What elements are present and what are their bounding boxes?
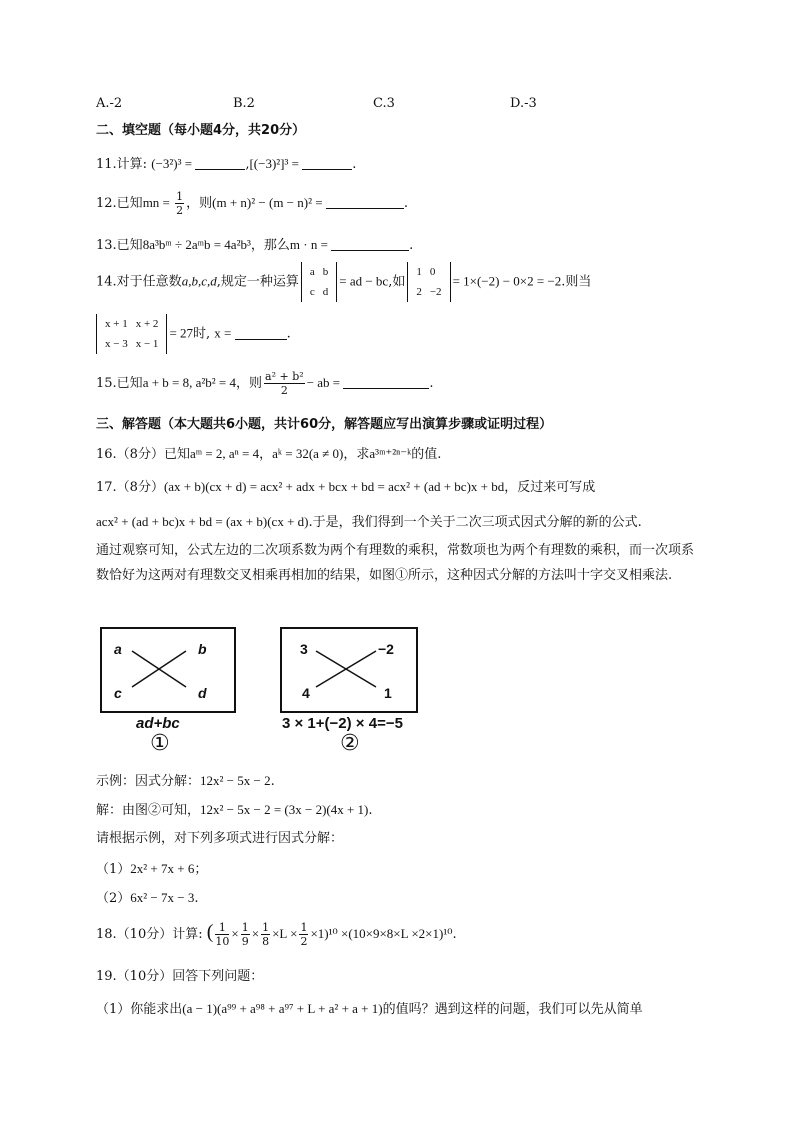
q16-expr: aᵐ = 2, aⁿ = 4 <box>189 446 260 461</box>
question-14-line2 <box>94 314 291 354</box>
option-c: C.3 <box>373 96 395 111</box>
fig1-bottom-right: d <box>198 685 207 701</box>
fig2-top-left: 3 <box>300 641 308 657</box>
q13-prefix: 13.已知 <box>96 238 143 253</box>
q14-determinant-example <box>407 262 450 302</box>
det2-c: 2 <box>416 286 422 298</box>
q13-end: . <box>409 238 414 253</box>
det1-d: d <box>322 286 329 298</box>
q16-mid: ，求 <box>343 447 370 462</box>
q14-text1: ,规定一种运算 <box>216 274 299 290</box>
q13-blank <box>331 236 409 251</box>
fig1-number: ① <box>150 731 170 756</box>
det1-c: c <box>309 286 315 298</box>
question-14 <box>96 262 591 302</box>
q14-eq3: = 27 <box>169 325 194 341</box>
q11-expr1: (−3²)³ = <box>151 156 196 171</box>
q18-end: . <box>452 927 457 942</box>
q14-vars: a,b,c,d <box>181 273 217 289</box>
fig1-bottom-left: c <box>114 685 122 701</box>
det2-a: 1 <box>416 266 422 278</box>
part2-expr: 6x² − 7x − 3 <box>130 890 195 905</box>
q12-expr-b: (m + n)² − (m − n)² = <box>212 195 326 210</box>
q18-frac-1 <box>215 921 229 948</box>
q14-end: . <box>286 326 291 342</box>
fig1-caption: ad+bc <box>136 715 180 732</box>
question-12 <box>96 190 408 217</box>
q16-expr3: a³ᵐ⁺²ⁿ⁻ᵏ <box>369 446 412 461</box>
example-label: 示例：因式分解： <box>96 774 201 789</box>
q14-text4: 时, <box>193 326 215 342</box>
q12-frac-den: 2 <box>176 204 184 217</box>
q17-example <box>96 773 275 790</box>
q17-prefix: 17.（8分） <box>96 480 164 495</box>
q18-f2-num: 1 <box>241 921 249 934</box>
example-end: . <box>270 774 275 789</box>
det1-b: b <box>322 266 329 278</box>
fig2-caption: 3 × 1+(−2) × 4=−5 <box>282 715 403 732</box>
q15-mid: ，则 <box>236 376 263 391</box>
q18-f4-num: 1 <box>300 921 308 934</box>
det3-c: x − 3 <box>105 338 128 350</box>
q17-expr2: acx² + (ad + bc)x + bd = (ax + b)(cx + d) <box>96 514 309 529</box>
q16-end: 的值. <box>411 447 442 462</box>
q17-text1: ，反过来可写成 <box>504 480 596 495</box>
q14-xvar: x = <box>214 325 235 341</box>
question-18 <box>96 920 457 948</box>
figure-2 <box>280 627 430 757</box>
q18-tail: ×1)¹⁰ ×(10×9×8×L ×2×1)¹⁰ <box>310 926 453 941</box>
fig2-bottom-left: 4 <box>302 685 310 701</box>
q17-text2: .于是，我们得到一个关于二次三项式因式分解的新的公式. <box>308 515 642 530</box>
q18-times-2: × <box>251 926 260 941</box>
q12-end: . <box>403 196 408 211</box>
part2-label: （2） <box>96 891 131 906</box>
det2-b: 0 <box>429 266 436 278</box>
q17-paragraph: 通过观察可知，公式左边的二次项系数为两个有理数的乘积，常数项也为两个有理数的乘积，而一次项系数恰好为这两对有理数交叉相乘再相加的结果，如图①所示，这种因式分解的方法叫十字交叉相乘法. <box>96 543 695 584</box>
example-expr: 12x² − 5x − 2 <box>200 773 271 788</box>
q14-eq2: = 1×(−2) − 0×2 = −2 <box>452 273 562 289</box>
q18-frac-4 <box>299 921 308 948</box>
q14-blank <box>235 325 287 340</box>
q11-end: . <box>352 157 357 172</box>
q14-determinant-def <box>301 262 337 302</box>
det2-d: −2 <box>429 286 442 298</box>
q19-part1-label: （1）你能求出 <box>96 1002 183 1017</box>
q18-f4-den: 2 <box>300 935 308 948</box>
q14-text3: .则当 <box>561 274 592 290</box>
q18-f2-den: 9 <box>241 935 249 948</box>
solution-end: . <box>368 803 373 818</box>
part1-label: （1） <box>96 862 131 877</box>
det3-a: x + 1 <box>105 318 128 330</box>
section-2-heading: 二、填空题（每小题4分，共20分） <box>96 123 306 138</box>
q17-part-1 <box>96 861 207 878</box>
q11-expr2: [(−3)²]³ = <box>249 156 303 171</box>
q18-times-1: × <box>231 926 239 941</box>
figure-1 <box>100 627 240 757</box>
q15-fraction <box>264 370 305 397</box>
question-16 <box>96 446 441 463</box>
q13-expr2: m · n = <box>289 237 332 252</box>
option-a: A.-2 <box>96 96 123 111</box>
figure-2-cross-lines <box>280 627 420 713</box>
fig2-number: ② <box>340 731 360 756</box>
q19-part1-expr: (a − 1)(a⁹⁹ + a⁹⁸ + a⁹⁷ + L + a² + a + 1) <box>182 1001 383 1016</box>
question-11 <box>96 155 356 173</box>
option-b: B.2 <box>233 96 255 111</box>
q12-prefix: 12.已知 <box>96 196 143 211</box>
fig2-bottom-right: 1 <box>384 685 392 701</box>
q15-prefix: 15.已知 <box>96 376 143 391</box>
fig1-top-left: a <box>114 641 122 657</box>
q18-prefix: 18.（10分）计算: <box>96 927 207 942</box>
q12-expr-a: mn = <box>142 195 174 210</box>
q11-sep: , <box>245 157 250 172</box>
q12-blank <box>326 194 404 209</box>
question-19: 19.（10分）回答下列问题： <box>96 969 264 984</box>
q18-f1-num: 1 <box>215 921 229 935</box>
q15-expr: a + b = 8, a²b² = 4 <box>142 375 237 390</box>
q12-fraction <box>175 190 184 217</box>
solution-expr: 12x² − 5x − 2 = (3x − 2)(4x + 1) <box>200 802 369 817</box>
section-3-heading: 三、解答题（本大题共6小题，共计60分，解答题应写出演算步骤或证明过程） <box>96 417 553 432</box>
option-d: D.-3 <box>510 96 537 111</box>
solution-label: 解：由图②可知， <box>96 803 201 818</box>
q18-f1-den: 10 <box>215 935 230 948</box>
q13-expr: 8a³bᵐ ÷ 2aᵐb = 4a²b³ <box>142 237 251 252</box>
q12-mid: ，则 <box>186 196 213 211</box>
q16-prefix: 16.（8分）已知 <box>96 447 190 462</box>
q15-expr2: − ab = <box>306 375 344 390</box>
q15-blank <box>343 374 429 389</box>
q15-end: . <box>429 376 434 391</box>
q11-prefix: 11.计算: <box>96 157 152 172</box>
q14-prefix: 14.对于任意数 <box>96 274 182 290</box>
q13-mid: ，那么 <box>250 238 290 253</box>
q14-eq1: = ad − bc <box>339 273 389 289</box>
q15-frac-den: 2 <box>280 384 288 397</box>
det3-d: x − 1 <box>135 338 159 350</box>
question-13 <box>96 236 413 254</box>
question-15 <box>96 370 434 397</box>
q16-sep: ， <box>259 447 273 462</box>
q17-part-2 <box>96 890 198 907</box>
q18-open-paren: ( <box>206 921 214 943</box>
fig2-top-right: −2 <box>378 641 394 657</box>
q14-text2: ,如 <box>388 274 406 290</box>
question-17-line2 <box>96 514 642 531</box>
det1-a: a <box>309 266 315 278</box>
question-17 <box>96 479 595 496</box>
q18-ellipsis: ×L × <box>272 926 298 941</box>
q12-frac-num: 1 <box>176 190 184 203</box>
det3-b: x + 2 <box>135 318 159 330</box>
q18-frac-3 <box>261 921 270 948</box>
q17-instruction: 请根据示例，对下列多项式进行因式分解： <box>96 831 344 846</box>
q14-determinant-question <box>96 314 167 354</box>
part2-end: . <box>194 891 199 906</box>
q17-solution <box>96 802 373 819</box>
q15-frac-num: a² + b² <box>265 370 304 383</box>
q17-expr: (ax + b)(cx + d) = acx² + adx + bcx + bd = acx² + (ad + bc)x + bd <box>163 479 505 494</box>
part1-expr: 2x² + 7x + 6 <box>130 861 195 876</box>
q11-blank-1 <box>195 155 245 170</box>
q18-f3-num: 1 <box>262 921 270 934</box>
fig1-top-right: b <box>198 641 207 657</box>
question-19-part1 <box>96 1001 643 1018</box>
q19-part1-text: 的值吗？遇到这样的问题，我们可以先从简单 <box>382 1002 643 1017</box>
q18-f3-den: 8 <box>262 935 270 948</box>
q11-blank-2 <box>302 155 352 170</box>
q16-expr2: aᵏ = 32(a ≠ 0) <box>272 446 344 461</box>
q18-frac-2 <box>241 921 250 948</box>
part1-end: ； <box>194 862 208 877</box>
